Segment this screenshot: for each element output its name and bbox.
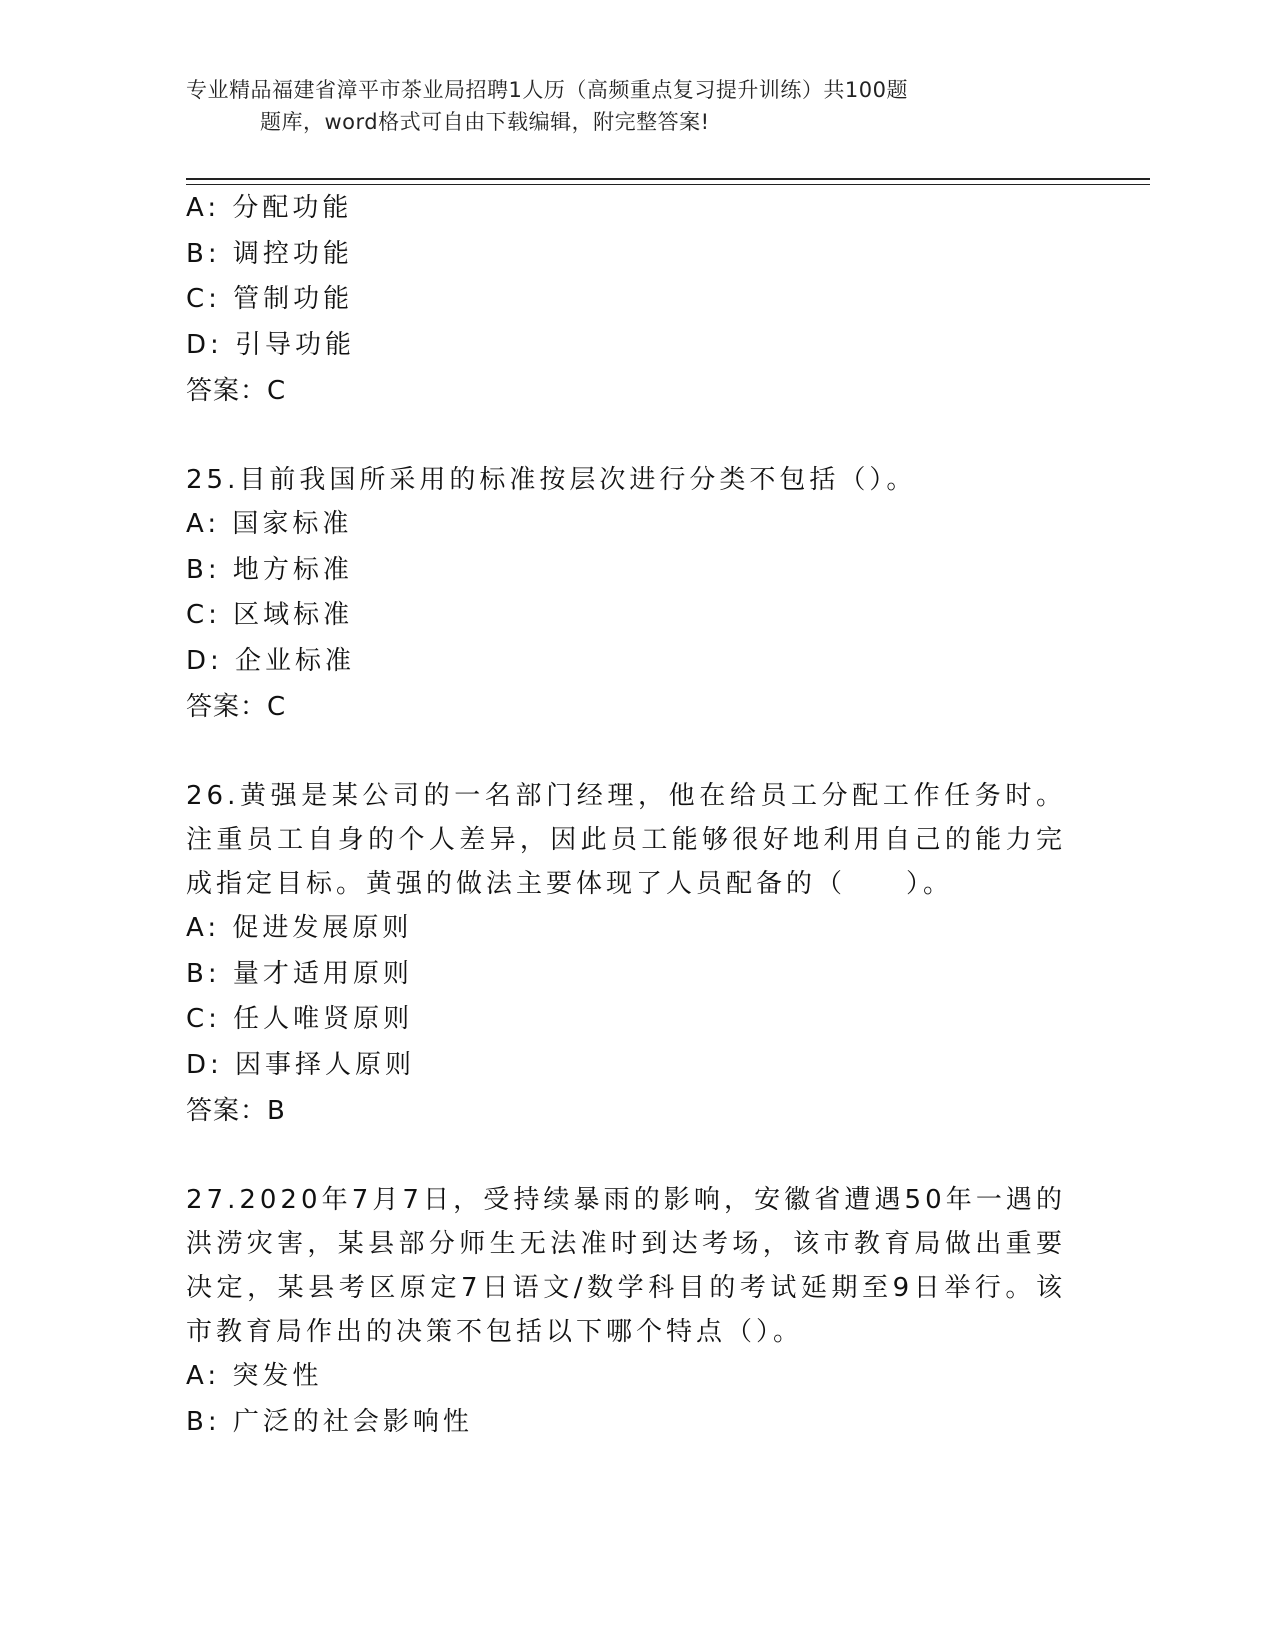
option-c: C: 区域标准 — [186, 600, 354, 630]
option-d: D: 引导功能 — [186, 329, 356, 360]
header-rule-thick — [186, 178, 1150, 180]
option-d: D: 因事择人原则 — [186, 1049, 416, 1080]
option-b: B: 地方标准 — [186, 554, 353, 585]
option-a: A: 突发性 — [186, 1361, 323, 1391]
header-line-1: 专业精品福建省漳平市茶业局招聘1人历（高频重点复习提升训练）共100题 — [186, 78, 908, 102]
document-header — [186, 74, 1036, 138]
answer: 答案：B — [186, 1096, 286, 1126]
header-rule-thin — [186, 184, 1150, 185]
question-stem: 26.黄强是某公司的一名部门经理，他在给员工分配工作任务时。注重员工自身的个人差异，因此员工能够很好地利用自己的能力完成指定目标。黄强的做法主要体现了人员配备的（ ）。 — [186, 781, 1066, 899]
option-a: A: 分配功能 — [186, 193, 353, 223]
option-b: B: 调控功能 — [186, 238, 353, 269]
header-line-2: 题库，word格式可自由下载编辑，附完整答案! — [260, 110, 710, 134]
document-body — [186, 186, 1066, 1445]
option-a: A: 促进发展原则 — [186, 913, 413, 943]
option-a: A: 国家标准 — [186, 509, 353, 539]
option-c: C: 管制功能 — [186, 284, 354, 314]
option-b: B: 量才适用原则 — [186, 958, 413, 989]
option-d: D: 企业标准 — [186, 645, 356, 676]
question-25 — [186, 458, 1066, 730]
answer: 答案：C — [186, 692, 287, 722]
question-stem: 27.2020年7月7日，受持续暴雨的影响，安徽省遭遇50年一遇的洪涝灾害，某县部分师生无法准时到达考场，该市教育局做出重要决定，某县考区原定7日语文/数学科目的考试延期至9日举行。该市教育局作出的决策不包括以下哪个特点（）。 — [186, 1185, 1066, 1347]
option-c: C: 任人唯贤原则 — [186, 1004, 414, 1034]
question-26 — [186, 774, 1066, 1134]
answer: 答案：C — [186, 376, 287, 406]
question-24-tail — [186, 186, 1066, 414]
option-b: B: 广泛的社会影响性 — [186, 1406, 473, 1437]
question-27 — [186, 1178, 1066, 1445]
question-stem: 25.目前我国所采用的标准按层次进行分类不包括（）。 — [186, 465, 917, 495]
